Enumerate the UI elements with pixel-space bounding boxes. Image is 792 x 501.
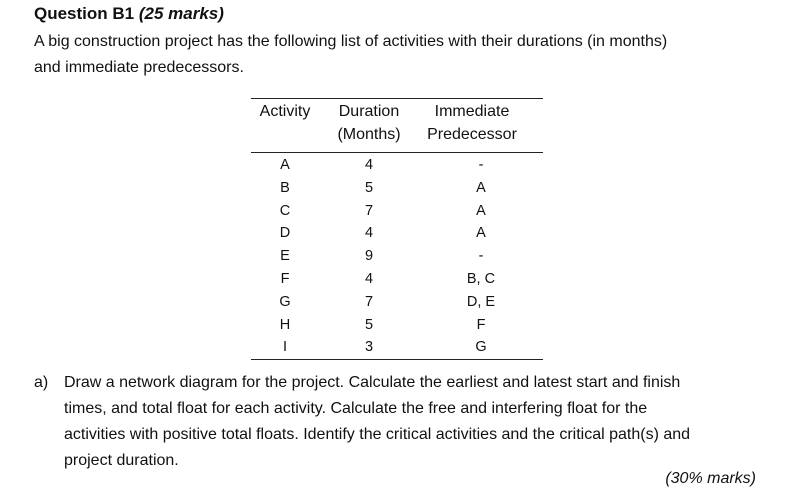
activity-cell: G: [279, 293, 291, 310]
header-duration: [330, 100, 408, 146]
table-row: [251, 314, 543, 337]
part-a-text: [64, 370, 759, 474]
intro-line: A big construction project has the following list of activities with their durations (in months): [34, 33, 668, 50]
table-row: [251, 245, 543, 268]
predecessor-cell: A: [476, 202, 486, 219]
duration-cell: 4: [364, 157, 374, 173]
predecessor-cell: F: [476, 316, 486, 333]
question-number: Question B1: [34, 4, 135, 23]
activity-cell: E: [280, 248, 290, 265]
table-row: [251, 222, 543, 245]
predecessor-cell: A: [476, 225, 486, 242]
table-bottom-rule: [251, 359, 543, 360]
activity-cell: A: [280, 157, 290, 173]
predecessor-cell: B, C: [466, 270, 496, 287]
duration-cell: 5: [364, 316, 374, 333]
activity-cell: F: [280, 270, 290, 287]
header-text: Immediate: [434, 103, 510, 120]
table-top-rule: [251, 98, 543, 99]
table-row: [251, 268, 543, 291]
table-row: [251, 200, 543, 223]
predecessor-cell: G: [475, 339, 487, 356]
part-a-line: activities with positive total floats. Identify the critical activities and the critical path(s) and: [64, 426, 691, 443]
question-title: [34, 4, 224, 24]
header-activity: [251, 100, 319, 123]
header-text: Predecessor: [427, 126, 517, 143]
part-a-marks: (30% marks): [665, 470, 756, 487]
table-row: [251, 291, 543, 314]
predecessor-cell: D, E: [466, 293, 496, 310]
header-text: Activity: [259, 103, 311, 120]
header-text: (Months): [337, 126, 401, 143]
header-predecessor: [421, 100, 523, 146]
table-header-rule: [251, 152, 543, 153]
duration-cell: 4: [364, 270, 374, 287]
predecessor-cell: -: [478, 248, 484, 265]
activity-cell: B: [280, 179, 290, 196]
duration-cell: 7: [364, 202, 374, 219]
table-row: [251, 336, 543, 359]
question-intro: [34, 29, 764, 81]
header-text: Duration: [338, 103, 400, 120]
activity-cell: I: [282, 339, 288, 356]
duration-cell: 7: [364, 293, 374, 310]
predecessor-cell: -: [478, 157, 484, 173]
table-row: [251, 154, 543, 177]
activity-cell: C: [279, 202, 291, 219]
part-a-line: times, and total float for each activity. Calculate the free and interfering float for the: [64, 400, 648, 417]
activity-cell: H: [279, 316, 291, 333]
duration-cell: 9: [364, 248, 374, 265]
duration-cell: 4: [364, 225, 374, 242]
table-row: [251, 177, 543, 200]
predecessor-cell: A: [476, 179, 486, 196]
duration-cell: 3: [364, 339, 374, 356]
part-a-label: a): [34, 374, 49, 391]
question-marks: (25 marks): [138, 4, 224, 23]
part-a-line: Draw a network diagram for the project. Calculate the earliest and latest start and finish: [64, 374, 681, 391]
part-a-line: project duration.: [64, 452, 179, 469]
duration-cell: 5: [364, 179, 374, 196]
intro-line: and immediate predecessors.: [34, 59, 244, 76]
table-body: [251, 154, 543, 359]
activity-cell: D: [279, 225, 291, 242]
